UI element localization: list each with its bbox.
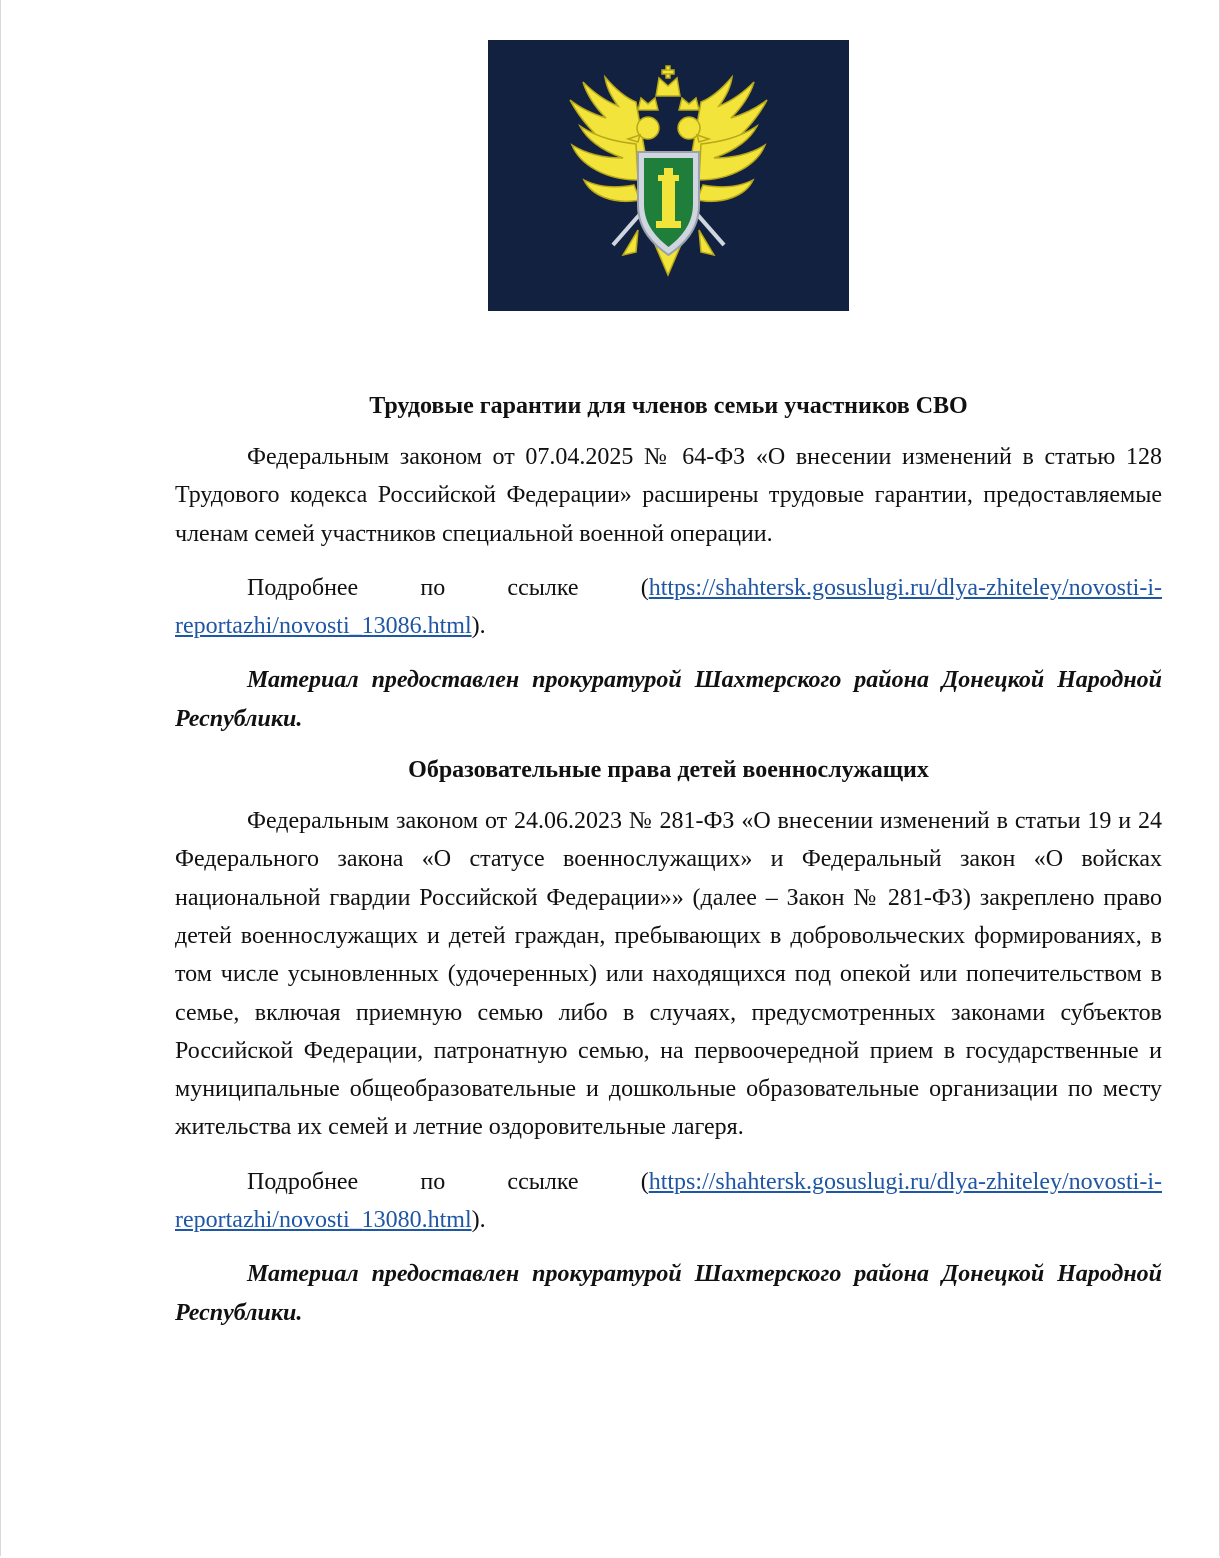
section1-link[interactable]: https://shahtersk.gosuslugi.ru/dlya-zhiteley/novosti-i-reportazhi/novosti_13086.html (175, 574, 1162, 640)
section1-more-prefix: Подробнее по ссылке ( (247, 574, 649, 601)
section1-more-suffix: ). (471, 613, 486, 640)
logo-banner (488, 40, 849, 311)
document-body (175, 388, 1162, 1332)
prosecutor-office-emblem-icon (488, 40, 849, 311)
section2-title: Образовательные права детей военнослужащих (408, 757, 929, 784)
section1-more-paragraph (175, 569, 1162, 646)
section1-body: Федеральным законом от 07.04.2025 № 64-ФЗ «О внесении изменений в статью 128 Трудового кодекса Российской Федерации» расширены трудовые гарантии, предоставляемые членам семей участников специальной военной операции. (175, 444, 1162, 547)
section2-more-paragraph (175, 1163, 1162, 1240)
section2-more-suffix: ). (471, 1207, 486, 1234)
section2-credit: Материал предоставлен прокуратурой Шахтерского района Донецкой Народной Республики. (175, 1261, 1162, 1326)
section1-title: Трудовые гарантии для членов семьи участников СВО (369, 393, 968, 419)
section2-body: Федеральным законом от 24.06.2023 № 281-ФЗ «О внесении изменений в статьи 19 и 24 Федерального закона «О статусе военнослужащих» и Федеральный закон «О войсках национальной гвардии Российской Федерации»» (далее – Закон № 281-ФЗ) закреплено право детей военнослужащих и детей граждан, пребывающих в добровольческих формированиях, в том числе усыновленных (удочеренных) или находящихся под опекой или попечительством в семье, включая приемную семью либо в случаях, предусмотренных законами субъектов Российской Федерации, патронатную семью, на первоочередной прием в государственные и муниципальные общеобразовательные и дошкольные образовательные организации по месту жительства их семей и летние оздоровительные лагеря. (175, 808, 1162, 1141)
section2-more-prefix: Подробнее по ссылке ( (247, 1168, 649, 1195)
section2-link[interactable]: https://shahtersk.gosuslugi.ru/dlya-zhiteley/novosti-i-reportazhi/novosti_13080.html (175, 1168, 1162, 1234)
section1-credit: Материал предоставлен прокуратурой Шахтерского района Донецкой Народной Республики. (175, 667, 1162, 732)
